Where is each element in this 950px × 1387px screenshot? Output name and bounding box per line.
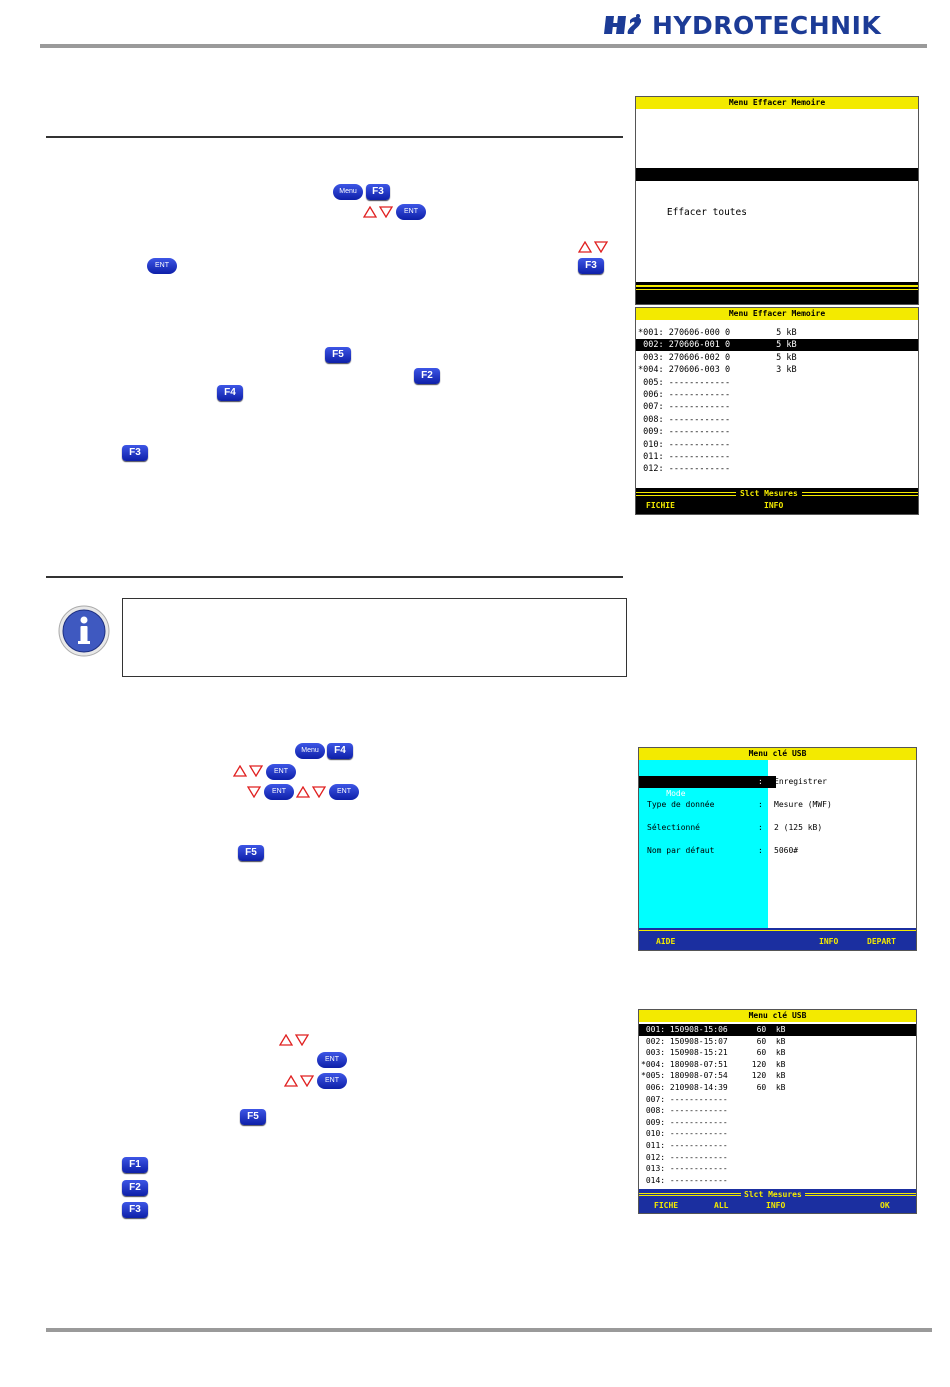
file-list-row: 009: ------------ (638, 427, 731, 438)
setting-colon: : (758, 777, 763, 786)
arrow-up-icon (363, 206, 377, 218)
file-list-row: 014: ------------ (641, 1175, 728, 1185)
screen-footer (639, 928, 916, 950)
menu-key: Menu (333, 184, 363, 200)
file-list-row: 003: 270606-002 0 5 kB (638, 352, 797, 363)
softkey-fiche: FICHE (654, 1201, 679, 1210)
f2-key: F2 (414, 368, 440, 384)
info-icon (58, 605, 110, 657)
softkey-aide: AIDE (656, 937, 676, 946)
arrow-down-icon (300, 1075, 314, 1087)
menu-item-erase-one (636, 168, 918, 193)
file-list-row: *004: 270606-003 0 3 kB (638, 365, 797, 376)
f2-key: F2 (122, 1180, 148, 1196)
file-list-row: 008: ------------ (641, 1106, 728, 1116)
device-screen-erase-menu (635, 96, 919, 305)
section-divider-2 (46, 576, 623, 578)
menu-key: Menu (295, 743, 325, 759)
f5-key: F5 (238, 845, 264, 861)
setting-value: Mesure (MWF) (774, 800, 832, 809)
ent-key: ENT (264, 784, 294, 800)
file-list-row: 010: ------------ (641, 1129, 728, 1139)
ent-key: ENT (329, 784, 359, 800)
screen-footer (636, 488, 918, 514)
device-screen-erase-list (635, 307, 919, 515)
screen-title: Menu Effacer Memoire (636, 97, 918, 109)
file-list-row: 011: ------------ (641, 1141, 728, 1150)
file-list-row: 008: ------------ (638, 414, 731, 425)
f3-key: F3 (578, 258, 604, 274)
arrow-up-icon (284, 1075, 298, 1087)
f3-key: F3 (122, 445, 148, 461)
arrow-up-icon (296, 786, 310, 798)
ent-key: ENT (317, 1073, 347, 1089)
hydrotechnik-emblem-icon (604, 12, 646, 38)
f4-key: F4 (217, 385, 243, 401)
setting-value: 2 (125 kB) (774, 823, 823, 832)
arrow-down-icon (312, 786, 326, 798)
brand-name: HYDROTECHNIK (652, 10, 882, 40)
screen-title: Menu clé USB (639, 748, 916, 760)
screen-footer (639, 1189, 916, 1213)
f5-key: F5 (325, 347, 351, 363)
setting-colon: : (758, 823, 763, 832)
setting-value: 5060# (774, 846, 799, 855)
arrow-up-icon (279, 1034, 293, 1046)
setting-label: Sélectionné (647, 823, 700, 832)
arrow-down-icon (594, 241, 608, 253)
arrow-down-icon (247, 786, 261, 798)
file-list-row: 002: 150908-15:07 60 kB (641, 1036, 786, 1046)
file-list-row: 013: ------------ (641, 1164, 728, 1174)
file-list-row: *001: 270606-000 0 5 kB (638, 328, 797, 338)
file-list-row: 005: ------------ (638, 377, 731, 388)
file-list-row: 007: ------------ (638, 402, 731, 413)
footer-center-label: Slct Mesures (741, 1189, 805, 1200)
arrow-up-icon (233, 765, 247, 777)
hydrotechnik-logo (604, 10, 881, 40)
ent-key: ENT (396, 204, 426, 220)
softkey-all: ALL (714, 1201, 729, 1210)
menu-item-label: Effacer 1 mém. (666, 182, 747, 193)
screen-title: Menu clé USB (639, 1010, 916, 1022)
menu-item-label: Effacer toutes (666, 207, 747, 218)
file-list-row: *005: 180908-07:54 120 kB (641, 1071, 786, 1081)
arrow-down-icon (379, 206, 393, 218)
setting-colon: : (758, 846, 763, 855)
setting-value: Enregistrer (774, 777, 827, 786)
footer-center-label: Slct Mesures (736, 488, 802, 499)
softkey-ok: OK (880, 1201, 890, 1210)
softkey-fichie: FICHIE (646, 501, 675, 510)
setting-row-mode: Mode (639, 776, 776, 788)
file-list-row: 009: ------------ (641, 1117, 728, 1127)
softkey-info: INFO (764, 501, 784, 510)
header-rule (40, 44, 927, 48)
device-screen-usb-list (638, 1009, 917, 1214)
softkey-info: INFO (766, 1201, 786, 1210)
screen-footer (636, 282, 918, 304)
arrow-up-icon (578, 241, 592, 253)
softkey-depart: DEPART (867, 937, 896, 946)
menu-item-erase-all (636, 193, 918, 218)
file-list-row: 011: ------------ (638, 452, 731, 462)
screen-title: Menu Effacer Memoire (636, 308, 918, 320)
f3-key: F3 (366, 184, 390, 200)
setting-label: Nom par défaut (647, 846, 715, 855)
file-list-row: *004: 180908-07:51 120 kB (641, 1059, 786, 1069)
file-list-row: 006: ------------ (638, 390, 731, 400)
ent-key: ENT (147, 258, 177, 274)
file-list-row: 001: 150908-15:06 60 kB (639, 1024, 916, 1036)
device-screen-usb-settings (638, 747, 917, 951)
file-list-row: 002: 270606-001 0 5 kB (636, 339, 918, 351)
file-list-row: 003: 150908-15:21 60 kB (641, 1048, 786, 1058)
setting-colon: : (758, 800, 763, 809)
section-divider-1 (46, 136, 623, 138)
setting-label: Type de donnée (647, 800, 715, 809)
footer-rule (46, 1328, 932, 1332)
file-list-row: 012: ------------ (641, 1152, 728, 1162)
arrow-down-icon (295, 1034, 309, 1046)
file-list-row: 007: ------------ (641, 1094, 728, 1104)
f1-key: F1 (122, 1157, 148, 1173)
arrow-down-icon (249, 765, 263, 777)
ent-key: ENT (317, 1052, 347, 1068)
file-list-row: 006: 210908-14:39 60 kB (641, 1083, 786, 1092)
ent-key: ENT (266, 764, 296, 780)
softkey-info: INFO (819, 937, 839, 946)
info-note-box (122, 598, 627, 677)
f4-key: F4 (327, 743, 353, 759)
f5-key: F5 (240, 1109, 266, 1125)
file-list-row: 010: ------------ (638, 439, 731, 450)
f3-key: F3 (122, 1202, 148, 1218)
file-list-row: 012: ------------ (638, 464, 731, 475)
